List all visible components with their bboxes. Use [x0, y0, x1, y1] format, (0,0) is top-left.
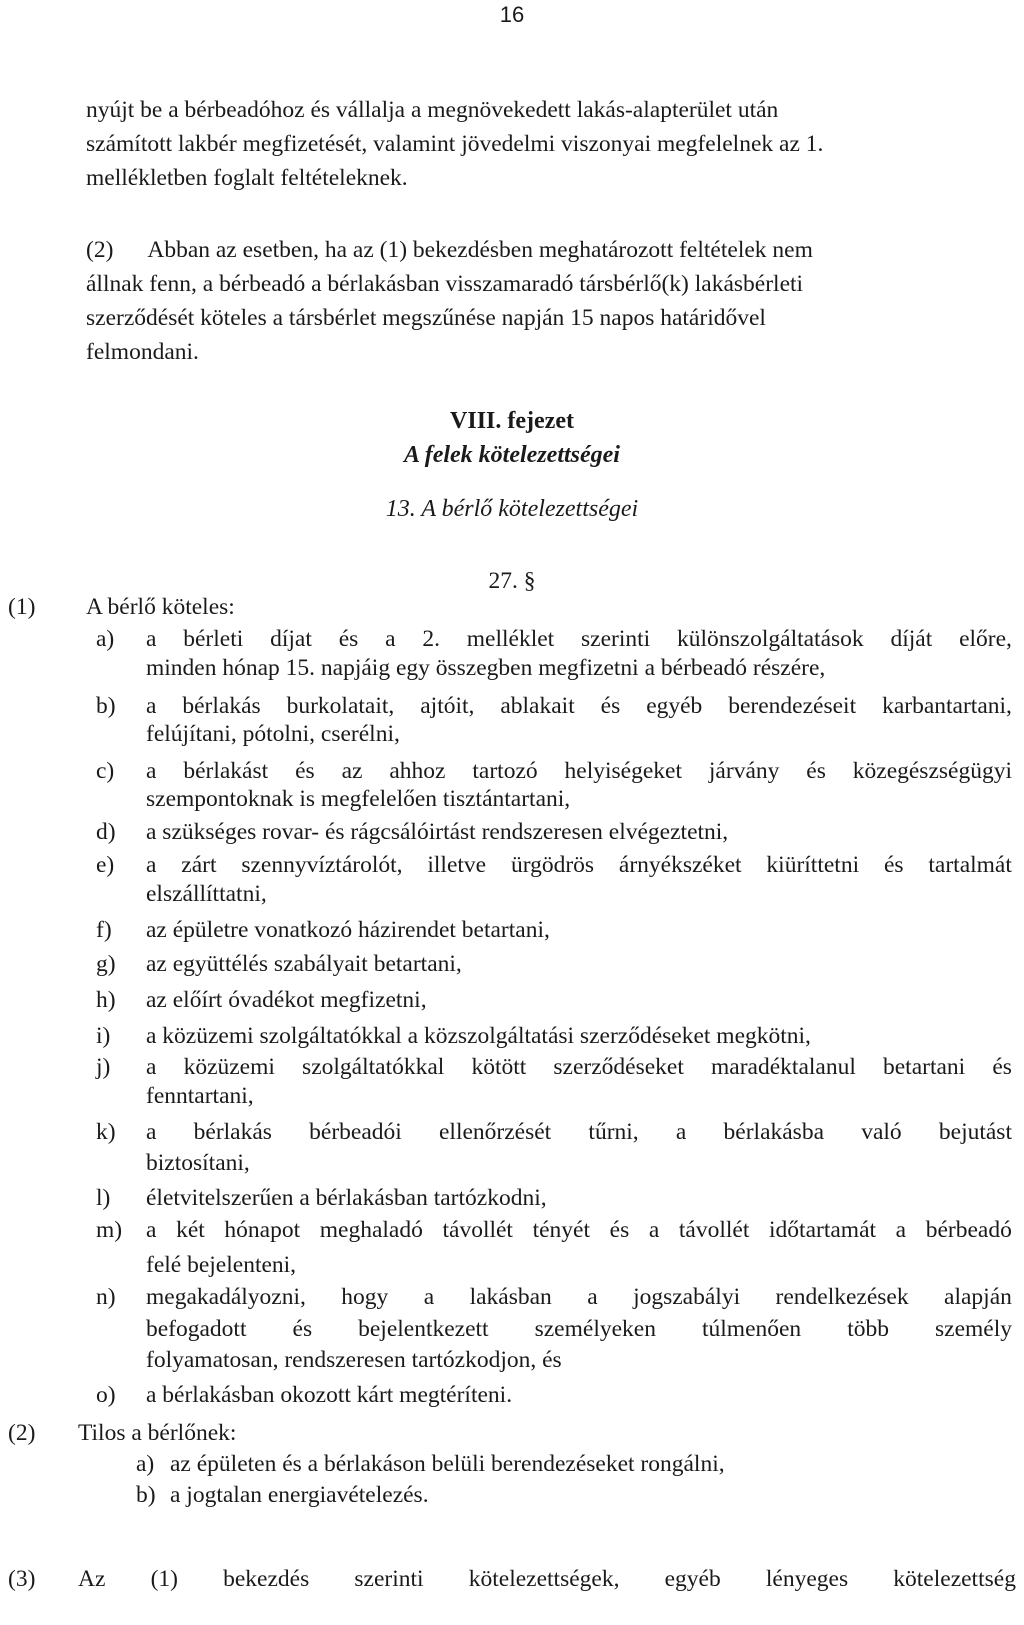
- word: egyéb: [664, 1566, 721, 1592]
- chapter-subtitle: 13. A bérlő kötelezettségei: [385, 496, 639, 522]
- word: ablakait: [500, 693, 575, 719]
- list-item-label: g): [96, 951, 116, 977]
- word: bérlakás: [193, 1119, 272, 1145]
- paragraph-2: [86, 233, 1016, 369]
- intro-line-2: számított lakbér megfizetését, valamint jövedelmi viszonyai megfelelnek az 1.: [86, 131, 824, 157]
- word: és: [883, 852, 904, 878]
- list-item-label: b): [96, 693, 116, 719]
- word: befogadott: [146, 1316, 247, 1342]
- word: a: [146, 1217, 157, 1243]
- list-item-label: d): [96, 819, 116, 845]
- list-item-row: [0, 1213, 1024, 1247]
- word: Az: [78, 1566, 106, 1592]
- list-item-row: [0, 1312, 1024, 1346]
- list-item-text: a közüzemi szolgáltatókkal a közszolgáltatási szerződéseket megkötni,: [146, 1023, 811, 1049]
- word: lakásban: [469, 1284, 552, 1310]
- intro-paragraph: [86, 93, 1016, 195]
- list-item-text: [146, 1312, 1012, 1346]
- subsection-2-intro-row: [0, 1416, 1024, 1450]
- page-number: 16: [499, 2, 525, 27]
- word: túlmenően: [701, 1316, 802, 1342]
- list-item-label: l): [96, 1185, 111, 1211]
- word: megakadályozni,: [146, 1284, 306, 1310]
- word: szerinti: [354, 1566, 424, 1592]
- word: hogy: [341, 1284, 389, 1310]
- word: bérlakás: [182, 693, 261, 719]
- word: bérbeadó: [925, 1217, 1012, 1243]
- word: rendelkezések: [775, 1284, 909, 1310]
- word: a: [146, 1054, 157, 1080]
- list-item-row: [0, 1280, 1024, 1314]
- list-item-label: a): [136, 1451, 155, 1477]
- word: karbantartani,: [882, 693, 1012, 719]
- word: és: [600, 693, 621, 719]
- para2-line-1: (2) Abban az esetben, ha az (1) bekezdésben meghatározott feltételek nem: [86, 237, 813, 263]
- word: szennyvíztárolót,: [241, 852, 403, 878]
- word: a: [146, 852, 157, 878]
- word: távollét: [442, 1217, 513, 1243]
- word: 2.: [422, 626, 440, 652]
- list-item-label: n): [96, 1284, 116, 1310]
- chapter-number: VIII. fejezet: [450, 408, 574, 434]
- word: több: [847, 1316, 889, 1342]
- word: és: [292, 1316, 313, 1342]
- word: tűrni,: [588, 1119, 639, 1145]
- list-item-row: [0, 1343, 1024, 1377]
- word: bérleti: [183, 626, 244, 652]
- word: két: [176, 1217, 205, 1243]
- word: melléklet: [466, 626, 555, 652]
- word: különszolgáltatások: [677, 626, 864, 652]
- word: bejutást: [938, 1119, 1012, 1145]
- list-item-text: az együttélés szabályait betartani,: [146, 951, 462, 977]
- list-item-text: fenntartani,: [146, 1083, 254, 1109]
- list-item-text: felújítani, pótolni, cserélni,: [146, 721, 400, 747]
- word: közegészségügyi: [852, 758, 1012, 784]
- word: a: [146, 626, 157, 652]
- word: a: [648, 1217, 660, 1243]
- word: árnyékszéket: [618, 852, 742, 878]
- word: a: [146, 758, 157, 784]
- list-item-label: b): [136, 1482, 156, 1508]
- word: hónapot: [224, 1217, 301, 1243]
- list-item-text: folyamatosan, rendszeresen tartózkodjon, és: [146, 1347, 562, 1373]
- word: és: [609, 1217, 630, 1243]
- list-item-row: [0, 877, 1024, 911]
- word: távollét: [678, 1217, 750, 1243]
- chapter-title: A felek kötelezettségei: [404, 442, 620, 468]
- list-item-row: [0, 1378, 1024, 1412]
- list-item-text: felé bejelenteni,: [146, 1252, 297, 1278]
- word: szolgáltatókkal: [302, 1054, 445, 1080]
- word: jogszabályi: [633, 1284, 741, 1310]
- list-item-row: [0, 1079, 1024, 1113]
- list-item-label: i): [96, 1023, 111, 1049]
- list-item-text: életvitelszerűen a bérlakásban tartózkodni,: [146, 1185, 547, 1211]
- word: közüzemi: [183, 1054, 275, 1080]
- word: és: [295, 758, 315, 784]
- list-item-text: [146, 1213, 1012, 1247]
- list-item-text: az épületen és a bérlakáson belüli berendezéseket rongálni,: [170, 1451, 725, 1477]
- word: előre,: [959, 626, 1012, 652]
- word: és: [806, 758, 826, 784]
- list-item-text: [146, 1280, 1012, 1314]
- list-item-row: [0, 913, 1024, 947]
- list-item-text: biztosítani,: [146, 1150, 250, 1176]
- word: bekezdés: [223, 1566, 310, 1592]
- list-item-text: elszállíttatni,: [146, 881, 267, 907]
- list-item-row: [0, 1478, 1024, 1512]
- word: ürgödrös: [510, 852, 595, 878]
- word: ajtóit,: [420, 693, 475, 719]
- list-item-text: a jogtalan energiavételezés.: [170, 1482, 429, 1508]
- subsection-intro: Tilos a bérlőnek:: [78, 1420, 237, 1446]
- word: kiüríttetni: [766, 852, 860, 878]
- word: zárt: [181, 852, 217, 878]
- para2-line-2: állnak fenn, a bérbeadó a bérlakásban visszamaradó társbérlő(k) lakásbérleti: [86, 271, 804, 297]
- list-item-label: f): [96, 917, 112, 943]
- list-item-row: [0, 947, 1024, 981]
- list-item-label: k): [96, 1119, 116, 1145]
- list-item-label: a): [96, 626, 115, 652]
- intro-line-3: mellékletben foglalt feltételeknek.: [86, 165, 408, 191]
- intro-line-1: nyújt be a bérbeadóhoz és vállalja a megnövekedett lakás-alapterület után: [86, 97, 779, 123]
- word: és: [338, 626, 359, 652]
- word: bérlakást: [183, 758, 269, 784]
- list-item-label: j): [96, 1054, 111, 1080]
- subsection-intro: A bérlő köteles:: [86, 594, 235, 620]
- list-item-label: c): [96, 758, 115, 784]
- word: időtartamát: [769, 1217, 877, 1243]
- para2-line-4: felmondani.: [86, 339, 199, 365]
- word: meghaladó: [319, 1217, 423, 1243]
- word: kötelezettség: [893, 1566, 1016, 1592]
- list-item-row: [0, 983, 1024, 1017]
- word: bérlakásba: [723, 1119, 825, 1145]
- word: tartalmát: [928, 852, 1012, 878]
- word: kötött: [471, 1054, 527, 1080]
- word: a: [675, 1119, 687, 1145]
- word: kötelezettségek,: [468, 1566, 620, 1592]
- list-item-row: [0, 1248, 1024, 1282]
- word: és: [992, 1054, 1012, 1080]
- list-item-row: [0, 1115, 1024, 1149]
- list-item-text: a bérlakásban okozott kárt megtéríteni.: [146, 1382, 513, 1408]
- word: tényét: [532, 1217, 591, 1243]
- word: bejelentkezett: [358, 1316, 489, 1342]
- word: bérbeadói: [309, 1119, 402, 1145]
- list-item-text: az előírt óvadékot megfizetni,: [146, 987, 427, 1013]
- word: járvány: [708, 758, 780, 784]
- subsection-marker: (1): [8, 594, 36, 620]
- subsection-marker: (3): [8, 1566, 36, 1592]
- word: (1): [150, 1566, 178, 1592]
- word: lényeges: [765, 1566, 849, 1592]
- subsection-3-text: [78, 1562, 1016, 1596]
- subsection-3-row: [0, 1562, 1024, 1596]
- list-item-label: o): [96, 1382, 116, 1408]
- list-item-row: [0, 782, 1024, 816]
- word: díját: [890, 626, 933, 652]
- word: szerinti: [581, 626, 651, 652]
- subsection-marker: (2): [8, 1420, 36, 1446]
- list-item-text: a szükséges rovar- és rágcsálóirtást rendszeresen elvégeztetni,: [146, 819, 729, 845]
- list-item-text: szempontoknak is megfelelően tisztántartani,: [146, 786, 571, 812]
- word: a: [423, 1284, 435, 1310]
- word: berendezéseit: [728, 693, 857, 719]
- list-item-row: [0, 1181, 1024, 1215]
- list-item-label: h): [96, 987, 116, 1013]
- word: való: [861, 1119, 902, 1145]
- word: maradéktalanul: [711, 1054, 856, 1080]
- word: ellenőrzését: [439, 1119, 552, 1145]
- word: díjat: [270, 626, 312, 652]
- word: egyéb: [646, 693, 703, 719]
- word: szerződéseket: [553, 1054, 684, 1080]
- word: helyiségeket: [564, 758, 682, 784]
- word: a: [146, 1119, 157, 1145]
- word: személyeken: [534, 1316, 656, 1342]
- word: az: [341, 758, 363, 784]
- list-item-text: minden hónap 15. napjáig egy összegben megfizetni a bérbeadó részére,: [146, 655, 826, 681]
- list-item-row: [0, 1146, 1024, 1180]
- list-item-row: [0, 651, 1024, 685]
- list-item-label: e): [96, 852, 115, 878]
- word: a: [895, 1217, 907, 1243]
- list-item-text: [146, 1115, 1012, 1149]
- subsection-1-intro-row: [0, 590, 1024, 624]
- word: illetve: [427, 852, 487, 878]
- word: a: [146, 693, 157, 719]
- word: alapján: [944, 1284, 1012, 1310]
- word: tartozó: [472, 758, 538, 784]
- list-item-row: [0, 717, 1024, 751]
- list-item-row: [0, 1447, 1024, 1481]
- list-item-label: m): [96, 1217, 123, 1243]
- word: ahhoz: [389, 758, 446, 784]
- list-item-row: [0, 1019, 1024, 1053]
- word: a: [587, 1284, 598, 1310]
- section-number: 27. §: [488, 568, 536, 594]
- word: a: [385, 626, 396, 652]
- list-item-row: [0, 815, 1024, 849]
- list-item-text: az épületre vonatkozó házirendet betartani,: [146, 917, 550, 943]
- word: betartani: [883, 1054, 966, 1080]
- para2-line-3: szerződését köteles a társbérlet megszűnése napján 15 napos határidővel: [86, 305, 766, 331]
- word: burkolatait,: [286, 693, 395, 719]
- word: személy: [935, 1316, 1012, 1342]
